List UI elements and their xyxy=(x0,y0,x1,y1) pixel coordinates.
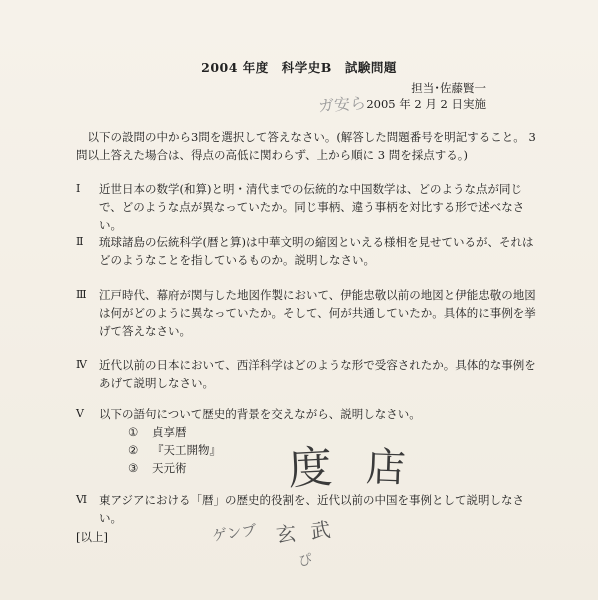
question-text: 近世日本の数学(和算)と明・清代までの伝統的な中国数学は、どのような点が同じで、どのような点が異なっていたか。同じ事柄、違う事柄を対比する形で述べなさい。 xyxy=(99,182,525,232)
exam-title: 2004 年度 科学史B 試験問題 xyxy=(201,60,397,75)
question-4 xyxy=(76,356,536,392)
term-mark: ② xyxy=(128,443,139,457)
question-number: Ⅴ xyxy=(76,407,84,420)
question-number: Ⅵ xyxy=(76,493,88,506)
question-number: Ⅲ xyxy=(76,288,87,301)
handwritten-kanji-1: 度 xyxy=(286,441,334,496)
question-1 xyxy=(76,180,536,234)
question-number: Ⅳ xyxy=(76,358,87,371)
question-text: 琉球諸島の伝統科学(暦と算)は中華文明の縮図といえる様相を見せているが、それはどのようなことを指しているものか。説明しなさい。 xyxy=(99,235,534,267)
question-6 xyxy=(76,491,536,527)
question-text: 近代以前の日本において、西洋科学はどのような形で受容されたか。具体的な事例をあげて説明しなさい。 xyxy=(99,358,536,390)
exam-date: 2005 年 2 月 2 日実施 xyxy=(366,97,486,111)
term-mark: ① xyxy=(128,425,139,439)
handwritten-kanji-2: 店 xyxy=(365,444,407,492)
term-label: 『天工開物』 xyxy=(152,443,221,457)
question-3 xyxy=(76,286,536,340)
term-1 xyxy=(128,424,187,440)
question-2 xyxy=(76,233,536,269)
handwritten-note-3: ぴ xyxy=(296,551,314,571)
question-number: Ⅰ xyxy=(76,182,81,195)
question-5 xyxy=(76,405,536,423)
term-label: 貞享暦 xyxy=(152,425,187,439)
term-label: 天元術 xyxy=(152,461,187,475)
handwritten-name: ガ安ら xyxy=(317,93,367,116)
question-text: 以下の語句について歴史的背景を交えながら、説明しなさい。 xyxy=(99,407,421,421)
question-number: Ⅱ xyxy=(76,235,84,248)
end-note: [以上] xyxy=(76,530,108,544)
question-text: 東アジアにおける「暦」の歴史的役割を、近代以前の中国を事例として説明しなさい。 xyxy=(99,493,525,525)
term-mark: ③ xyxy=(128,461,139,475)
instructions: 以下の設問の中から3問を選択して答えなさい。(解答した問題番号を明記すること。 3 問以上答えた場合は、得点の高低に関わらず、上から順に 3 問を採点する。) xyxy=(76,130,536,162)
handwritten-note-2: 玄 武 xyxy=(275,517,336,547)
handwritten-note-1: ゲンブ xyxy=(211,520,258,546)
question-text: 江戸時代、幕府が関与した地図作製において、伊能忠敬以前の地図と伊能忠敬の地図は何がどのように異なっていたか。そして、何が共通していたか。具体的に事例を挙げて答えなさい。 xyxy=(99,288,536,338)
instructor-line: 担当･佐藤賢一 xyxy=(411,81,486,95)
term-2 xyxy=(128,442,221,458)
term-3 xyxy=(128,460,187,476)
